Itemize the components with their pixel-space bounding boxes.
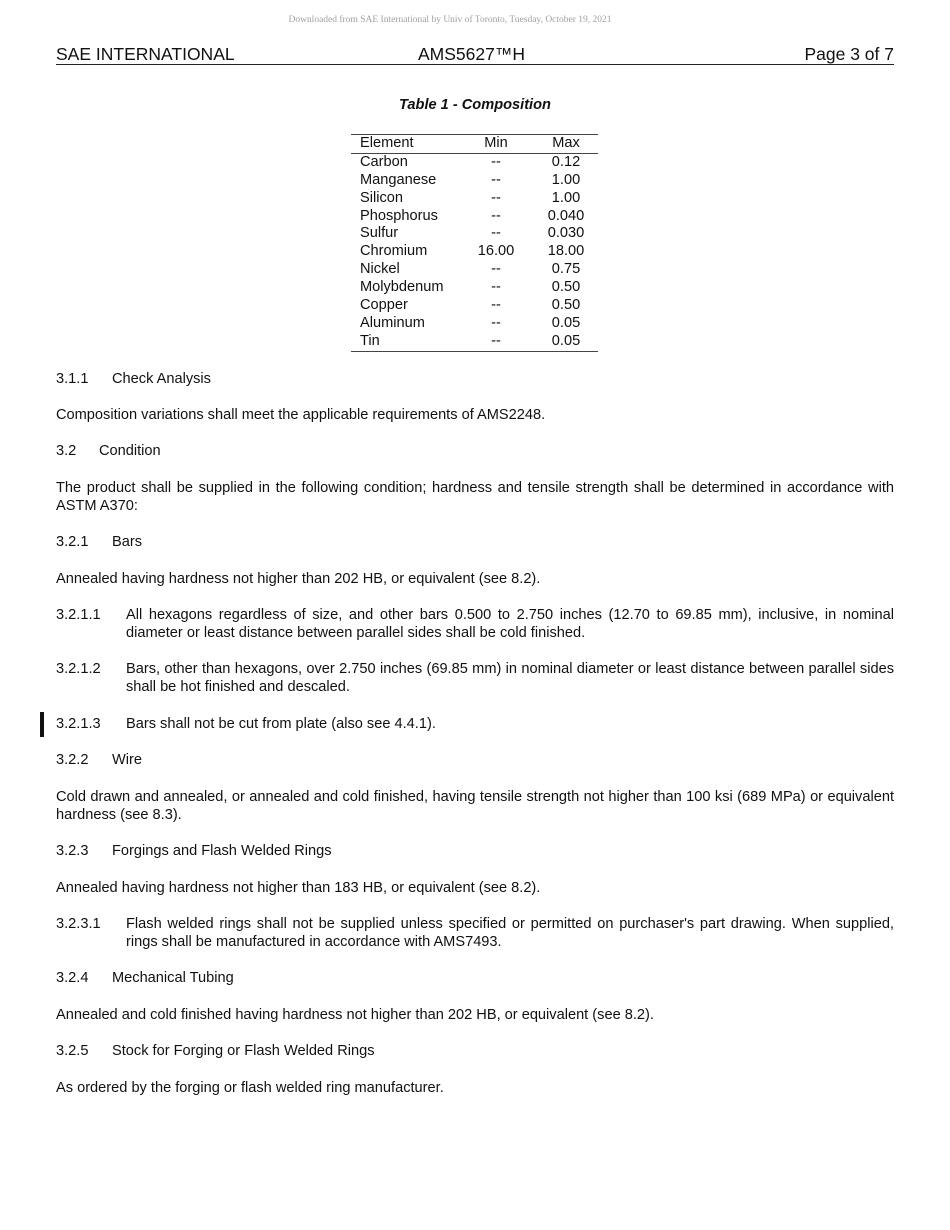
cell-element: Nickel [360, 261, 400, 278]
cell-min: -- [491, 153, 501, 170]
paragraph-3-2-3: Annealed having hardness not higher than 183 HB, or equivalent (see 8.2). [56, 880, 541, 896]
subsection-text: Bars shall not be cut from plate (also see 4.4.1). [126, 716, 436, 732]
cell-element: Phosphorus [360, 207, 438, 224]
organization-name: SAE INTERNATIONAL [56, 44, 235, 64]
table-row [351, 315, 598, 333]
paragraph-3-2-4: Annealed and cold finished having hardness not higher than 202 HB, or equivalent (see 8.2). [56, 1007, 654, 1023]
column-header-min: Min [484, 135, 508, 151]
cell-min: -- [491, 189, 501, 206]
cell-max: 0.05 [551, 332, 581, 349]
section-title: Stock for Forging or Flash Welded Rings [112, 1043, 375, 1059]
section-number: 3.2.1 [56, 534, 89, 550]
paragraph-3-1-1: Composition variations shall meet the applicable requirements of AMS2248. [56, 407, 546, 423]
subsection-text: Flash welded rings shall not be supplied unless specified or permitted on purchaser's part drawing. When supplied, rings shall be manufactured in accordance with AMS7493. [126, 916, 894, 950]
section-title: Mechanical Tubing [112, 970, 234, 986]
cell-max: 0.030 [547, 225, 585, 242]
download-notice: Downloaded from SAE International by Univ of Toronto, Tuesday, October 19, 2021 [288, 15, 612, 25]
cell-min: -- [491, 171, 501, 188]
subsection-text: Bars, other than hexagons, over 2.750 inches (69.85 mm) in nominal diameter or least distance between parallel sides shall be hot finished and descaled. [126, 661, 894, 695]
paragraph-3-2-5: As ordered by the forging or flash welded ring manufacturer. [56, 1080, 444, 1096]
cell-element: Chromium [360, 243, 428, 260]
section-heading-3-2-3 [56, 842, 332, 860]
table-header-row [351, 135, 598, 154]
table-row [351, 190, 598, 208]
cell-max: 0.040 [547, 207, 585, 224]
cell-min: -- [491, 297, 501, 314]
section-title: Forgings and Flash Welded Rings [112, 843, 332, 859]
table-row [351, 208, 598, 226]
cell-min: -- [491, 225, 501, 242]
table-row [351, 225, 598, 243]
document-number: AMS5627™H [418, 44, 525, 64]
table-title: Table 1 - Composition [399, 97, 551, 113]
section-number: 3.2.5 [56, 1043, 89, 1059]
cell-min: 16.00 [477, 243, 515, 260]
cell-min: -- [491, 261, 501, 278]
section-heading-3-2 [56, 442, 161, 460]
cell-element: Manganese [360, 171, 437, 188]
section-number: 3.1.1 [56, 371, 89, 387]
section-number: 3.2.4 [56, 970, 89, 986]
table-row [351, 172, 598, 190]
cell-element: Copper [360, 297, 408, 314]
page-number: Page 3 of 7 [804, 44, 894, 64]
cell-max: 1.00 [551, 189, 581, 206]
cell-element: Carbon [360, 153, 408, 170]
cell-max: 18.00 [547, 243, 585, 260]
table-row [351, 333, 598, 351]
section-title: Wire [112, 752, 142, 768]
cell-element: Silicon [360, 189, 403, 206]
section-number: 3.2.1.2 [56, 661, 101, 677]
section-number: 3.2.2 [56, 752, 89, 768]
cell-max: 0.50 [551, 279, 581, 296]
section-number: 3.2.1.1 [56, 607, 101, 623]
subsection-3-2-1-2 [56, 660, 894, 696]
section-heading-3-2-5 [56, 1042, 375, 1060]
page-header [56, 43, 894, 65]
cell-element: Molybdenum [360, 279, 444, 296]
subsection-3-2-3-1 [56, 915, 894, 951]
composition-table [351, 134, 598, 352]
paragraph-3-2-1: Annealed having hardness not higher than 202 HB, or equivalent (see 8.2). [56, 571, 541, 587]
subsection-text: All hexagons regardless of size, and other bars 0.500 to 2.750 inches (12.70 to 69.85 mm), inclusive, in nominal diameter or least distance between parallel sides shall be cold finished. [126, 607, 894, 641]
table-row [351, 297, 598, 315]
paragraph-3-2: The product shall be supplied in the following condition; hardness and tensile strength shall be determined in accordance with ASTM A370: [56, 480, 894, 514]
section-heading-3-2-2 [56, 751, 142, 769]
section-number: 3.2.1.3 [56, 716, 101, 732]
cell-min: -- [491, 279, 501, 296]
section-title: Condition [99, 443, 161, 459]
section-heading-3-2-4 [56, 969, 234, 987]
cell-max: 0.05 [551, 314, 581, 331]
table-row [351, 261, 598, 279]
cell-max: 0.50 [551, 297, 581, 314]
section-heading-3-1-1 [56, 370, 211, 388]
cell-min: -- [491, 332, 501, 349]
revision-change-bar [40, 712, 44, 737]
paragraph-3-2-2: Cold drawn and annealed, or annealed and cold finished, having tensile strength not higher than 100 ksi (689 MPa) or equivalent hardness (see 8.3). [56, 789, 894, 823]
cell-max: 0.12 [551, 153, 581, 170]
section-number: 3.2 [56, 443, 77, 459]
cell-min: -- [491, 314, 501, 331]
cell-max: 1.00 [551, 171, 581, 188]
subsection-3-2-1-3 [56, 715, 894, 733]
section-title: Check Analysis [112, 371, 211, 387]
section-title: Bars [112, 534, 143, 550]
subsection-3-2-1-1 [56, 606, 894, 642]
section-number: 3.2.3.1 [56, 916, 101, 932]
table-row [351, 243, 598, 261]
table-row [351, 279, 598, 297]
table-row [351, 154, 598, 172]
cell-element: Aluminum [360, 314, 425, 331]
column-header-max: Max [552, 135, 580, 151]
section-heading-3-2-1 [56, 533, 142, 551]
section-number: 3.2.3 [56, 843, 89, 859]
cell-min: -- [491, 207, 501, 224]
cell-element: Tin [360, 332, 380, 349]
cell-max: 0.75 [551, 261, 581, 278]
cell-element: Sulfur [360, 225, 399, 242]
column-header-element: Element [360, 135, 414, 151]
